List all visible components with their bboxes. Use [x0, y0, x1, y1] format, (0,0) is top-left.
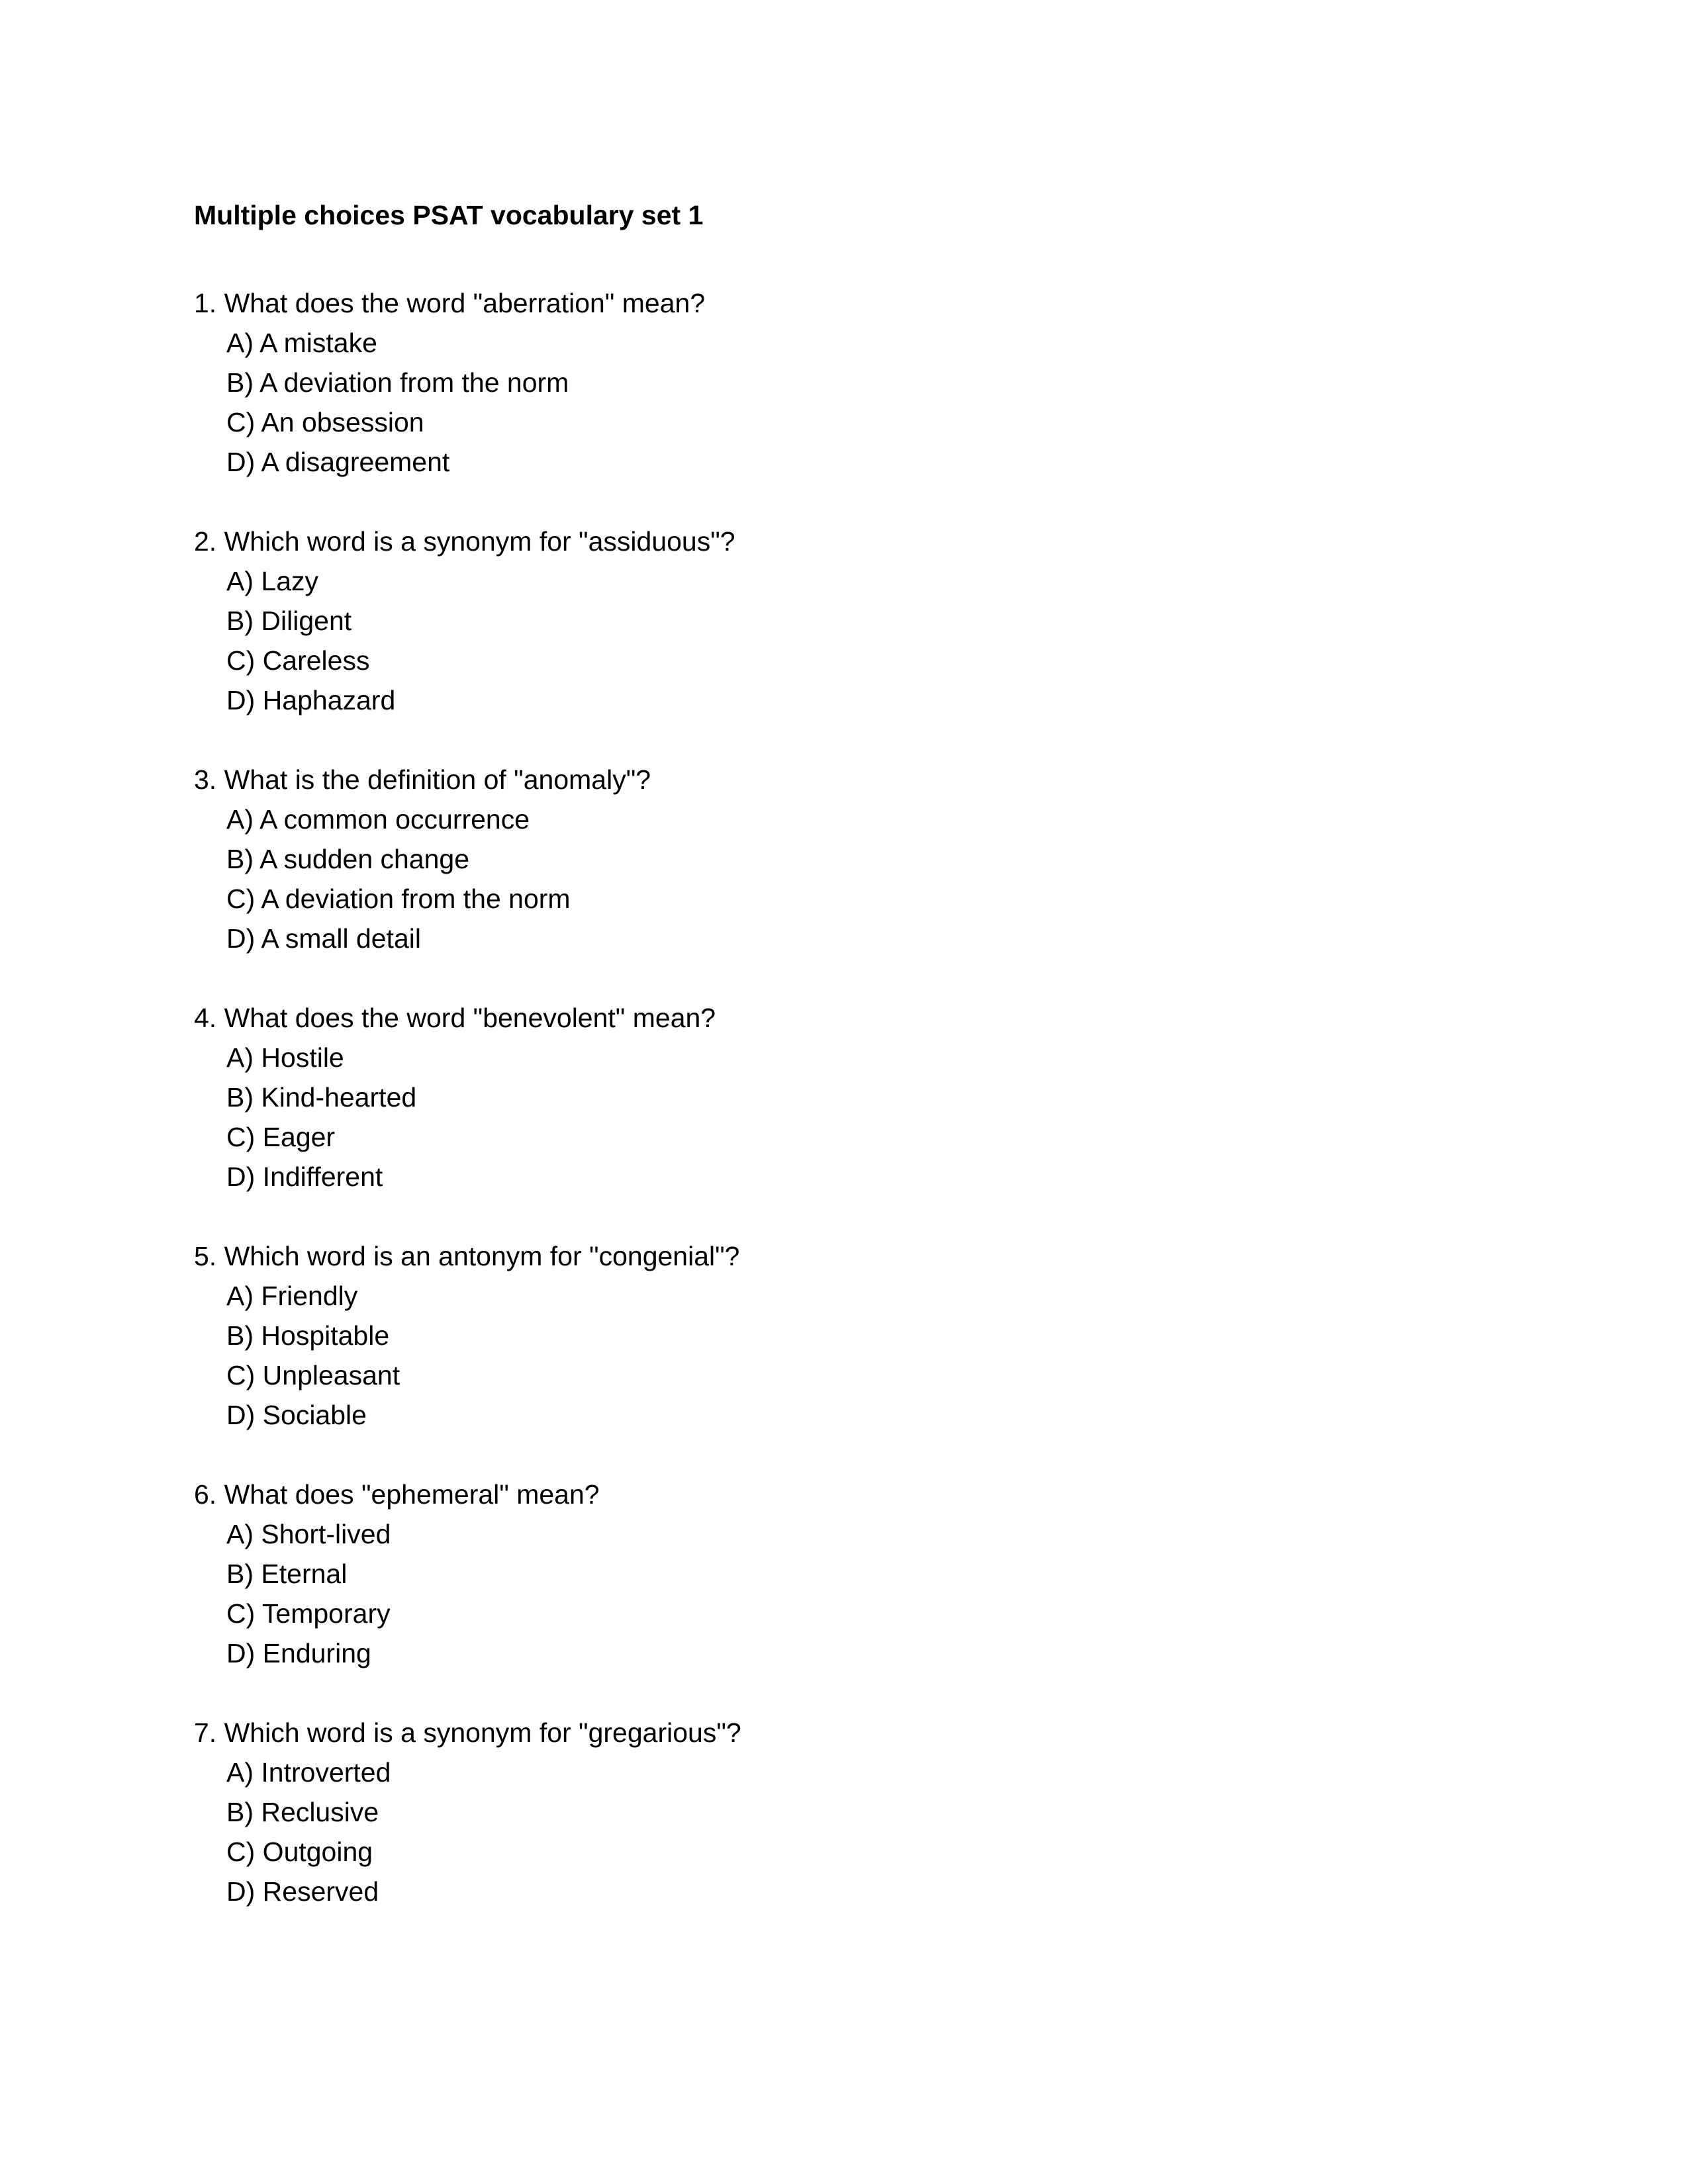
- question-text: What does the word "benevolent" mean?: [224, 1003, 716, 1033]
- option-line: [194, 323, 1556, 363]
- option-text: A deviation from the norm: [261, 884, 571, 914]
- option-label: D): [226, 1400, 256, 1430]
- question-prompt-line: [194, 1475, 1556, 1514]
- question-number: 4.: [194, 1003, 217, 1033]
- option-line: [194, 1832, 1556, 1872]
- option-label: D): [226, 1638, 256, 1668]
- option-text: Eager: [262, 1122, 336, 1152]
- option-label: A): [226, 328, 254, 358]
- option-label: D): [226, 1876, 256, 1907]
- option-line: [194, 1633, 1556, 1673]
- question-text: Which word is a synonym for "assiduous"?: [224, 526, 735, 557]
- option-label: B): [226, 1559, 254, 1589]
- option-text: Lazy: [261, 566, 319, 596]
- option-label: A): [226, 1042, 254, 1073]
- option-text: Reserved: [262, 1876, 379, 1907]
- option-text: Outgoing: [262, 1837, 373, 1867]
- option-label: B): [226, 606, 254, 636]
- question-text: Which word is an antonym for "congenial"?: [224, 1241, 740, 1271]
- option-label: B): [226, 844, 254, 874]
- option-line: [194, 680, 1556, 720]
- question-prompt-line: [194, 522, 1556, 561]
- option-text: Haphazard: [262, 685, 396, 715]
- option-line: [194, 919, 1556, 958]
- question-number: 6.: [194, 1479, 217, 1510]
- question-block-1: [194, 283, 1556, 482]
- option-text: Eternal: [261, 1559, 348, 1589]
- option-text: Reclusive: [261, 1797, 379, 1827]
- option-label: C): [226, 1122, 256, 1152]
- option-line: [194, 641, 1556, 680]
- question-block-2: [194, 522, 1556, 720]
- option-text: Temporary: [261, 1598, 391, 1629]
- option-line: [194, 1038, 1556, 1077]
- option-line: [194, 1077, 1556, 1117]
- option-line: [194, 442, 1556, 482]
- option-text: A sudden change: [259, 844, 470, 874]
- question-block-3: [194, 760, 1556, 958]
- option-line: [194, 561, 1556, 601]
- question-number: 3.: [194, 764, 217, 795]
- option-text: A mistake: [259, 328, 377, 358]
- option-text: A common occurrence: [259, 804, 530, 835]
- option-label: A): [226, 1519, 254, 1549]
- option-text: Unpleasant: [262, 1360, 400, 1390]
- question-prompt-line: [194, 998, 1556, 1038]
- option-label: C): [226, 407, 256, 437]
- option-line: [194, 1395, 1556, 1435]
- option-line: [194, 839, 1556, 879]
- question-text: What does "ephemeral" mean?: [224, 1479, 600, 1510]
- document-title: Multiple choices PSAT vocabulary set 1: [194, 200, 704, 230]
- option-text: Introverted: [261, 1757, 391, 1788]
- option-label: C): [226, 884, 256, 914]
- option-label: D): [226, 1161, 256, 1192]
- option-text: Kind-hearted: [261, 1082, 417, 1113]
- option-label: C): [226, 1837, 256, 1867]
- option-line: [194, 1117, 1556, 1157]
- option-text: Diligent: [261, 606, 352, 636]
- option-label: A): [226, 1281, 254, 1311]
- option-line: [194, 1752, 1556, 1792]
- option-label: B): [226, 367, 254, 398]
- option-text: Sociable: [262, 1400, 367, 1430]
- option-text: Indifferent: [262, 1161, 383, 1192]
- option-label: C): [226, 645, 256, 676]
- question-text: What is the definition of "anomaly"?: [224, 764, 651, 795]
- option-line: [194, 363, 1556, 402]
- option-text: Enduring: [262, 1638, 371, 1668]
- question-number: 1.: [194, 288, 217, 318]
- option-label: D): [226, 923, 256, 954]
- option-label: A): [226, 804, 254, 835]
- option-line: [194, 1792, 1556, 1832]
- question-prompt-line: [194, 1713, 1556, 1752]
- option-text: A deviation from the norm: [259, 367, 569, 398]
- option-line: [194, 799, 1556, 839]
- option-line: [194, 1872, 1556, 1911]
- option-line: [194, 1355, 1556, 1395]
- option-line: [194, 1276, 1556, 1316]
- question-block-7: [194, 1713, 1556, 1911]
- option-line: [194, 601, 1556, 641]
- option-line: [194, 1514, 1556, 1554]
- option-text: Hostile: [261, 1042, 344, 1073]
- question-text: What does the word "aberration" mean?: [224, 288, 706, 318]
- option-label: D): [226, 685, 256, 715]
- option-label: B): [226, 1082, 254, 1113]
- option-line: [194, 879, 1556, 919]
- option-label: B): [226, 1797, 254, 1827]
- question-block-4: [194, 998, 1556, 1197]
- option-line: [194, 1554, 1556, 1594]
- question-prompt-line: [194, 760, 1556, 799]
- question-block-6: [194, 1475, 1556, 1673]
- question-number: 5.: [194, 1241, 217, 1271]
- option-text: Short-lived: [261, 1519, 391, 1549]
- option-label: A): [226, 1757, 254, 1788]
- option-text: A disagreement: [261, 447, 450, 477]
- option-text: A small detail: [261, 923, 421, 954]
- option-label: C): [226, 1360, 256, 1390]
- option-label: B): [226, 1320, 254, 1351]
- option-label: C): [226, 1598, 256, 1629]
- option-text: Friendly: [261, 1281, 358, 1311]
- option-line: [194, 1316, 1556, 1355]
- option-text: Hospitable: [261, 1320, 390, 1351]
- option-label: D): [226, 447, 256, 477]
- question-number: 7.: [194, 1717, 217, 1748]
- option-text: Careless: [262, 645, 370, 676]
- option-text: An obsession: [261, 407, 424, 437]
- question-prompt-line: [194, 283, 1556, 323]
- option-label: A): [226, 566, 254, 596]
- option-line: [194, 1594, 1556, 1633]
- question-text: Which word is a synonym for "gregarious"?: [224, 1717, 741, 1748]
- question-number: 2.: [194, 526, 217, 557]
- option-line: [194, 1157, 1556, 1197]
- question-prompt-line: [194, 1236, 1556, 1276]
- question-block-5: [194, 1236, 1556, 1435]
- option-line: [194, 402, 1556, 442]
